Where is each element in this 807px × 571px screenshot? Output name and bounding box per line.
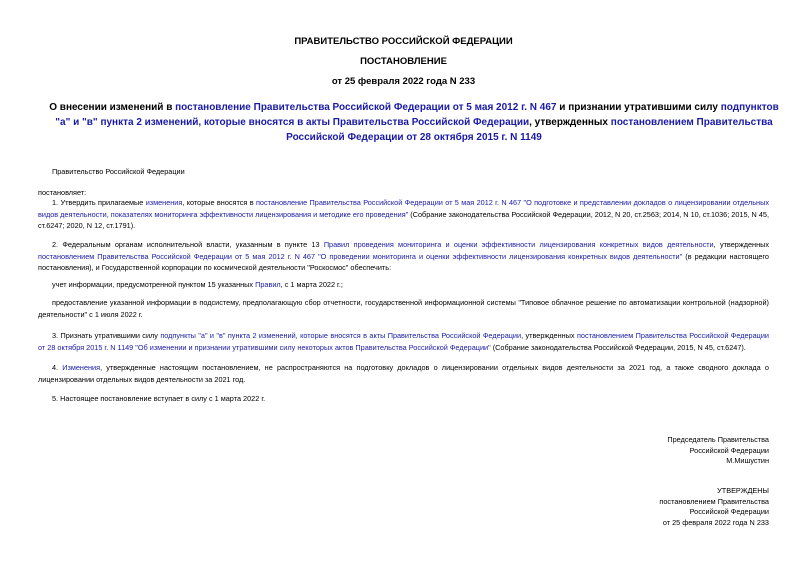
p1-text-1: 1. Утвердить прилагаемые (52, 198, 146, 207)
p2-text-1: 2. Федеральным органам исполнительной власти, указанным в пункте 13 (52, 240, 324, 249)
signature-position: Председатель Правительства (667, 435, 769, 444)
p4-text-2: , утвержденные настоящим постановлением, не распространяются на подготовку докладов о лицензировании отдельных видов деятельности за 2021 год, а также сводного доклада о лицензировании отдельных видов деятельности за 2021 год. (38, 363, 769, 384)
resolves-paragraph: постановляет: (38, 188, 87, 197)
p1-text-3: (Собрание законодательства Российской Федерации, 2012, N 20, ст.2563; 2014, N 10, ст.1036; 2015, N 45, ст.6247; 2020, N 12, ст.1791). (38, 209, 769, 231)
p2-text-3: (в редакции настоящего постановления), и Государственной корпорации по космической деятельности "Роскосмос" обеспечить: (38, 251, 769, 273)
signature-block (667, 435, 769, 467)
approved-heading: УТВЕРЖДЕНЫ (717, 486, 769, 495)
paragraph-2b: предоставление указанной информации в подсистему, предполагающую сбор отчетности, государственной информационной системы "Типовое облачное решение по автоматизации контрольной (надзорной) деятельности" с 1 июля 2022 г. (38, 298, 769, 319)
p2-link-rules[interactable]: Правил проведения мониторинга и оценки эффективности лицензирования конкретных видов деятельности (323, 240, 714, 249)
p2-link-467[interactable]: постановлением Правительства Российской Федерации от 5 мая 2012 г. N 467 "О проведении мониторинга и оценки эффективности лицензирования конкретных видов деятельности" (38, 251, 683, 261)
document-title (48, 100, 780, 145)
title-link-subpoints[interactable]: подпунктов "а" и "в" пункта 2 изменений, которые вносятся в акты Правительства Российской Федерации (55, 102, 779, 128)
paragraph-2 (38, 239, 769, 274)
paragraph-1 (38, 197, 769, 232)
p3-text-3: (Собрание законодательства Российской Федерации, 2015, N 45, ст.6247). (490, 342, 746, 352)
title-text-3: , утвержденных (529, 117, 611, 128)
p1-link-467[interactable]: постановление Правительства Российской Федерации от 5 мая 2012 г. N 467 "О подготовке и представлении докладов о лицензировании отдельных видов деятельности, показателях мониторинга эффективности лицензирования и методике его проведения" (38, 198, 769, 219)
signature-country: Российской Федерации (689, 445, 769, 455)
paragraph-2a (52, 279, 769, 291)
p2a-text-1: учет информации, предусмотренной пунктом 15 указанных (52, 280, 256, 289)
document-type: ПОСТАНОВЛЕНИЕ (360, 56, 447, 67)
approved-line-4: от 25 февраля 2022 года N 233 (662, 517, 769, 527)
approved-line-3: Российской Федерации (689, 507, 769, 517)
intro-paragraph: Правительство Российской Федерации (52, 167, 185, 176)
title-text-2: и признании утратившими силу (556, 102, 721, 113)
paragraph-5: 5. Настоящее постановление вступает в силу с 1 марта 2022 г. (52, 394, 266, 403)
approved-line-2: постановлением Правительства (659, 496, 769, 506)
p2a-link-rules[interactable]: Правил (255, 280, 281, 289)
p3-link-1149[interactable]: постановлением Правительства Российской Федерации от 28 октября 2015 г. N 1149 "Об изменении и признании утратившими силу некоторых актов Правительства Российской Федерации" (38, 331, 769, 352)
p3-text-2: , утвержденных (521, 331, 577, 340)
p2a-text-2: , с 1 марта 2022 г.; (280, 280, 343, 289)
p1-text-2: , которые вносятся в (182, 198, 256, 207)
p3-text-1: 3. Признать утратившими силу (52, 331, 161, 340)
p3-link-subpoints[interactable]: подпункты "а" и "в" пункта 2 изменений, которые вносятся в акты Правительства Российской Федерации (160, 331, 522, 340)
paragraph-4 (38, 362, 769, 385)
document-date-number: от 25 февраля 2022 года N 233 (331, 76, 476, 87)
approved-block (659, 486, 769, 528)
signature-name: М.Мишустин (726, 456, 769, 466)
title-text-1: О внесении изменений в (49, 102, 176, 113)
government-header: ПРАВИТЕЛЬСТВО РОССИЙСКОЙ ФЕДЕРАЦИИ (294, 36, 513, 47)
p4-text-1: 4. (52, 363, 63, 372)
title-link-467[interactable]: постановление Правительства Российской Федерации от 5 мая 2012 г. N 467 (175, 102, 557, 113)
paragraph-3 (38, 330, 769, 353)
title-link-1149[interactable]: постановлением Правительства Российской Федерации от 28 октября 2015 г. N 1149 (286, 117, 773, 143)
p4-link-changes[interactable]: Изменения (62, 363, 101, 372)
p2-text-2: , утвержденных (713, 240, 769, 249)
p1-link-changes[interactable]: изменения (145, 198, 183, 207)
